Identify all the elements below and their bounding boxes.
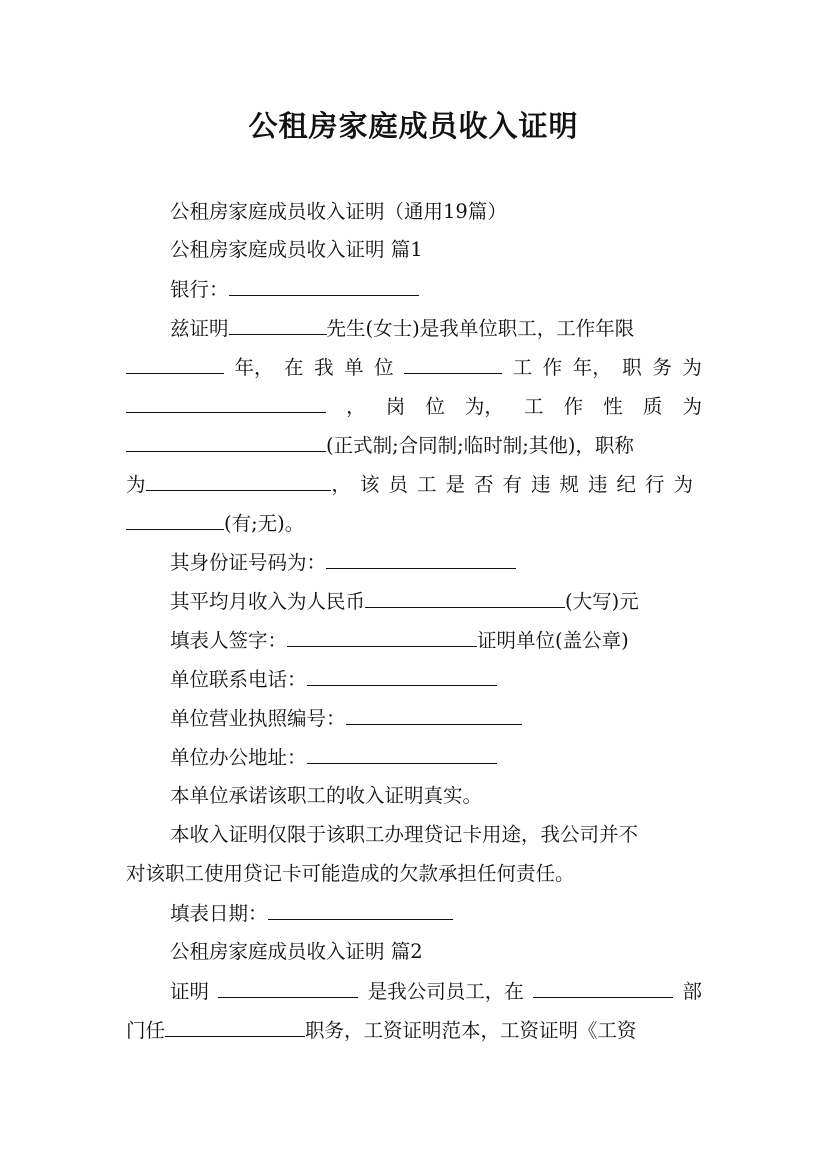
text-span: 作 [563,395,584,418]
document-title: 公租房家庭成员收入证明 [248,109,579,143]
text-span: 位 [425,395,445,418]
signer-suffix: 证明单位(盖公章) [477,629,629,652]
bank-label: 银行： [170,278,229,301]
text-span: 职 [622,356,642,379]
certify-line-5 [126,470,702,499]
certify-line-3 [126,392,702,421]
section-heading-2: 公租房家庭成员收入证明 篇2 [170,940,423,963]
section-heading-1: 公租房家庭成员收入证明 篇1 [170,238,423,261]
text-span: 在 [284,356,304,379]
signer-label: 填表人签字： [170,629,288,652]
income-blank[interactable] [365,587,565,608]
text-span: 门任 [126,1019,166,1042]
text-span: 证明 [170,980,210,1003]
certify-text-b: 先生(女士)是我单位职工，工作年限 [326,317,635,340]
text-span: 位 [374,356,394,379]
department-blank[interactable] [533,977,673,998]
violation-options: (有;无)。 [224,512,305,535]
certify-line-4 [126,431,702,460]
text-span: 单 [344,356,364,379]
license-blank[interactable] [346,704,522,725]
work-years-blank[interactable] [404,353,502,374]
name-blank[interactable] [229,314,327,335]
bank-line [170,275,702,304]
certify-line-2 [126,353,702,382]
text-span: 质 [642,395,663,418]
note-line-1: 本收入证明仅限于该职工办理贷记卡用途，我公司并不 [170,823,639,846]
id-label: 其身份证号码为： [170,551,327,574]
text-span: 工 [512,356,533,379]
certify-line-6 [126,509,702,538]
phone-line [170,665,702,694]
address-label: 单位办公地址： [170,746,307,769]
title-blank[interactable] [146,470,332,491]
date-blank[interactable] [268,899,453,920]
certify-line-1 [170,314,702,343]
text-span: 为 [126,473,146,496]
income-suffix: (大写)元 [565,590,639,613]
id-blank[interactable] [326,548,516,569]
text-span: 作 [542,356,563,379]
proof-line-1 [170,977,702,1006]
years-blank[interactable] [126,353,224,374]
address-line [170,743,702,772]
text-span: 为 [682,395,702,418]
promise-text: 本单位承诺该职工的收入证明真实。 [170,784,483,807]
income-line [170,587,702,616]
proof-line-2 [126,1016,702,1045]
income-label: 其平均月收入为人民币 [170,590,366,613]
text-span: 是我公司员工，在 [367,980,524,1003]
text-span: 为， [464,395,504,418]
text-span: 年， [572,356,612,379]
violation-blank[interactable] [126,509,224,530]
work-nature-options: (正式制;合同制;临时制;其他)，职称 [326,434,634,457]
employee-blank[interactable] [218,977,358,998]
position-blank[interactable] [126,392,326,413]
note-line-2: 对该职工使用贷记卡可能造成的欠款承担任何责任。 [126,862,575,885]
bank-blank[interactable] [229,275,419,296]
text-span: ，该员工是否有违规违纪行为 [331,473,702,496]
text-span: ， [346,395,366,418]
text-span: 工 [524,395,544,418]
license-line [170,704,702,733]
date-label: 填表日期： [170,902,268,925]
text-span: 性 [603,395,623,418]
text-span: 部 [682,980,702,1003]
document-subtitle: 公租房家庭成员收入证明（通用19篇） [170,200,507,223]
text-span: 年， [234,356,274,379]
signer-line [170,626,702,655]
address-blank[interactable] [307,743,497,764]
certify-text-a: 兹证明 [170,317,229,340]
signer-blank[interactable] [287,626,477,647]
work-nature-blank[interactable] [126,431,326,452]
phone-blank[interactable] [307,665,497,686]
id-line [170,548,702,577]
duty-blank[interactable] [165,1016,305,1037]
license-label: 单位营业执照编号： [170,707,346,730]
text-span: 为 [682,356,702,379]
date-line [170,899,702,928]
text-span: 职务，工资证明范本，工资证明《工资 [305,1019,637,1042]
text-span: 务 [652,356,672,379]
phone-label: 单位联系电话： [170,668,307,691]
text-span: 岗 [385,395,406,418]
text-span: 我 [314,356,334,379]
